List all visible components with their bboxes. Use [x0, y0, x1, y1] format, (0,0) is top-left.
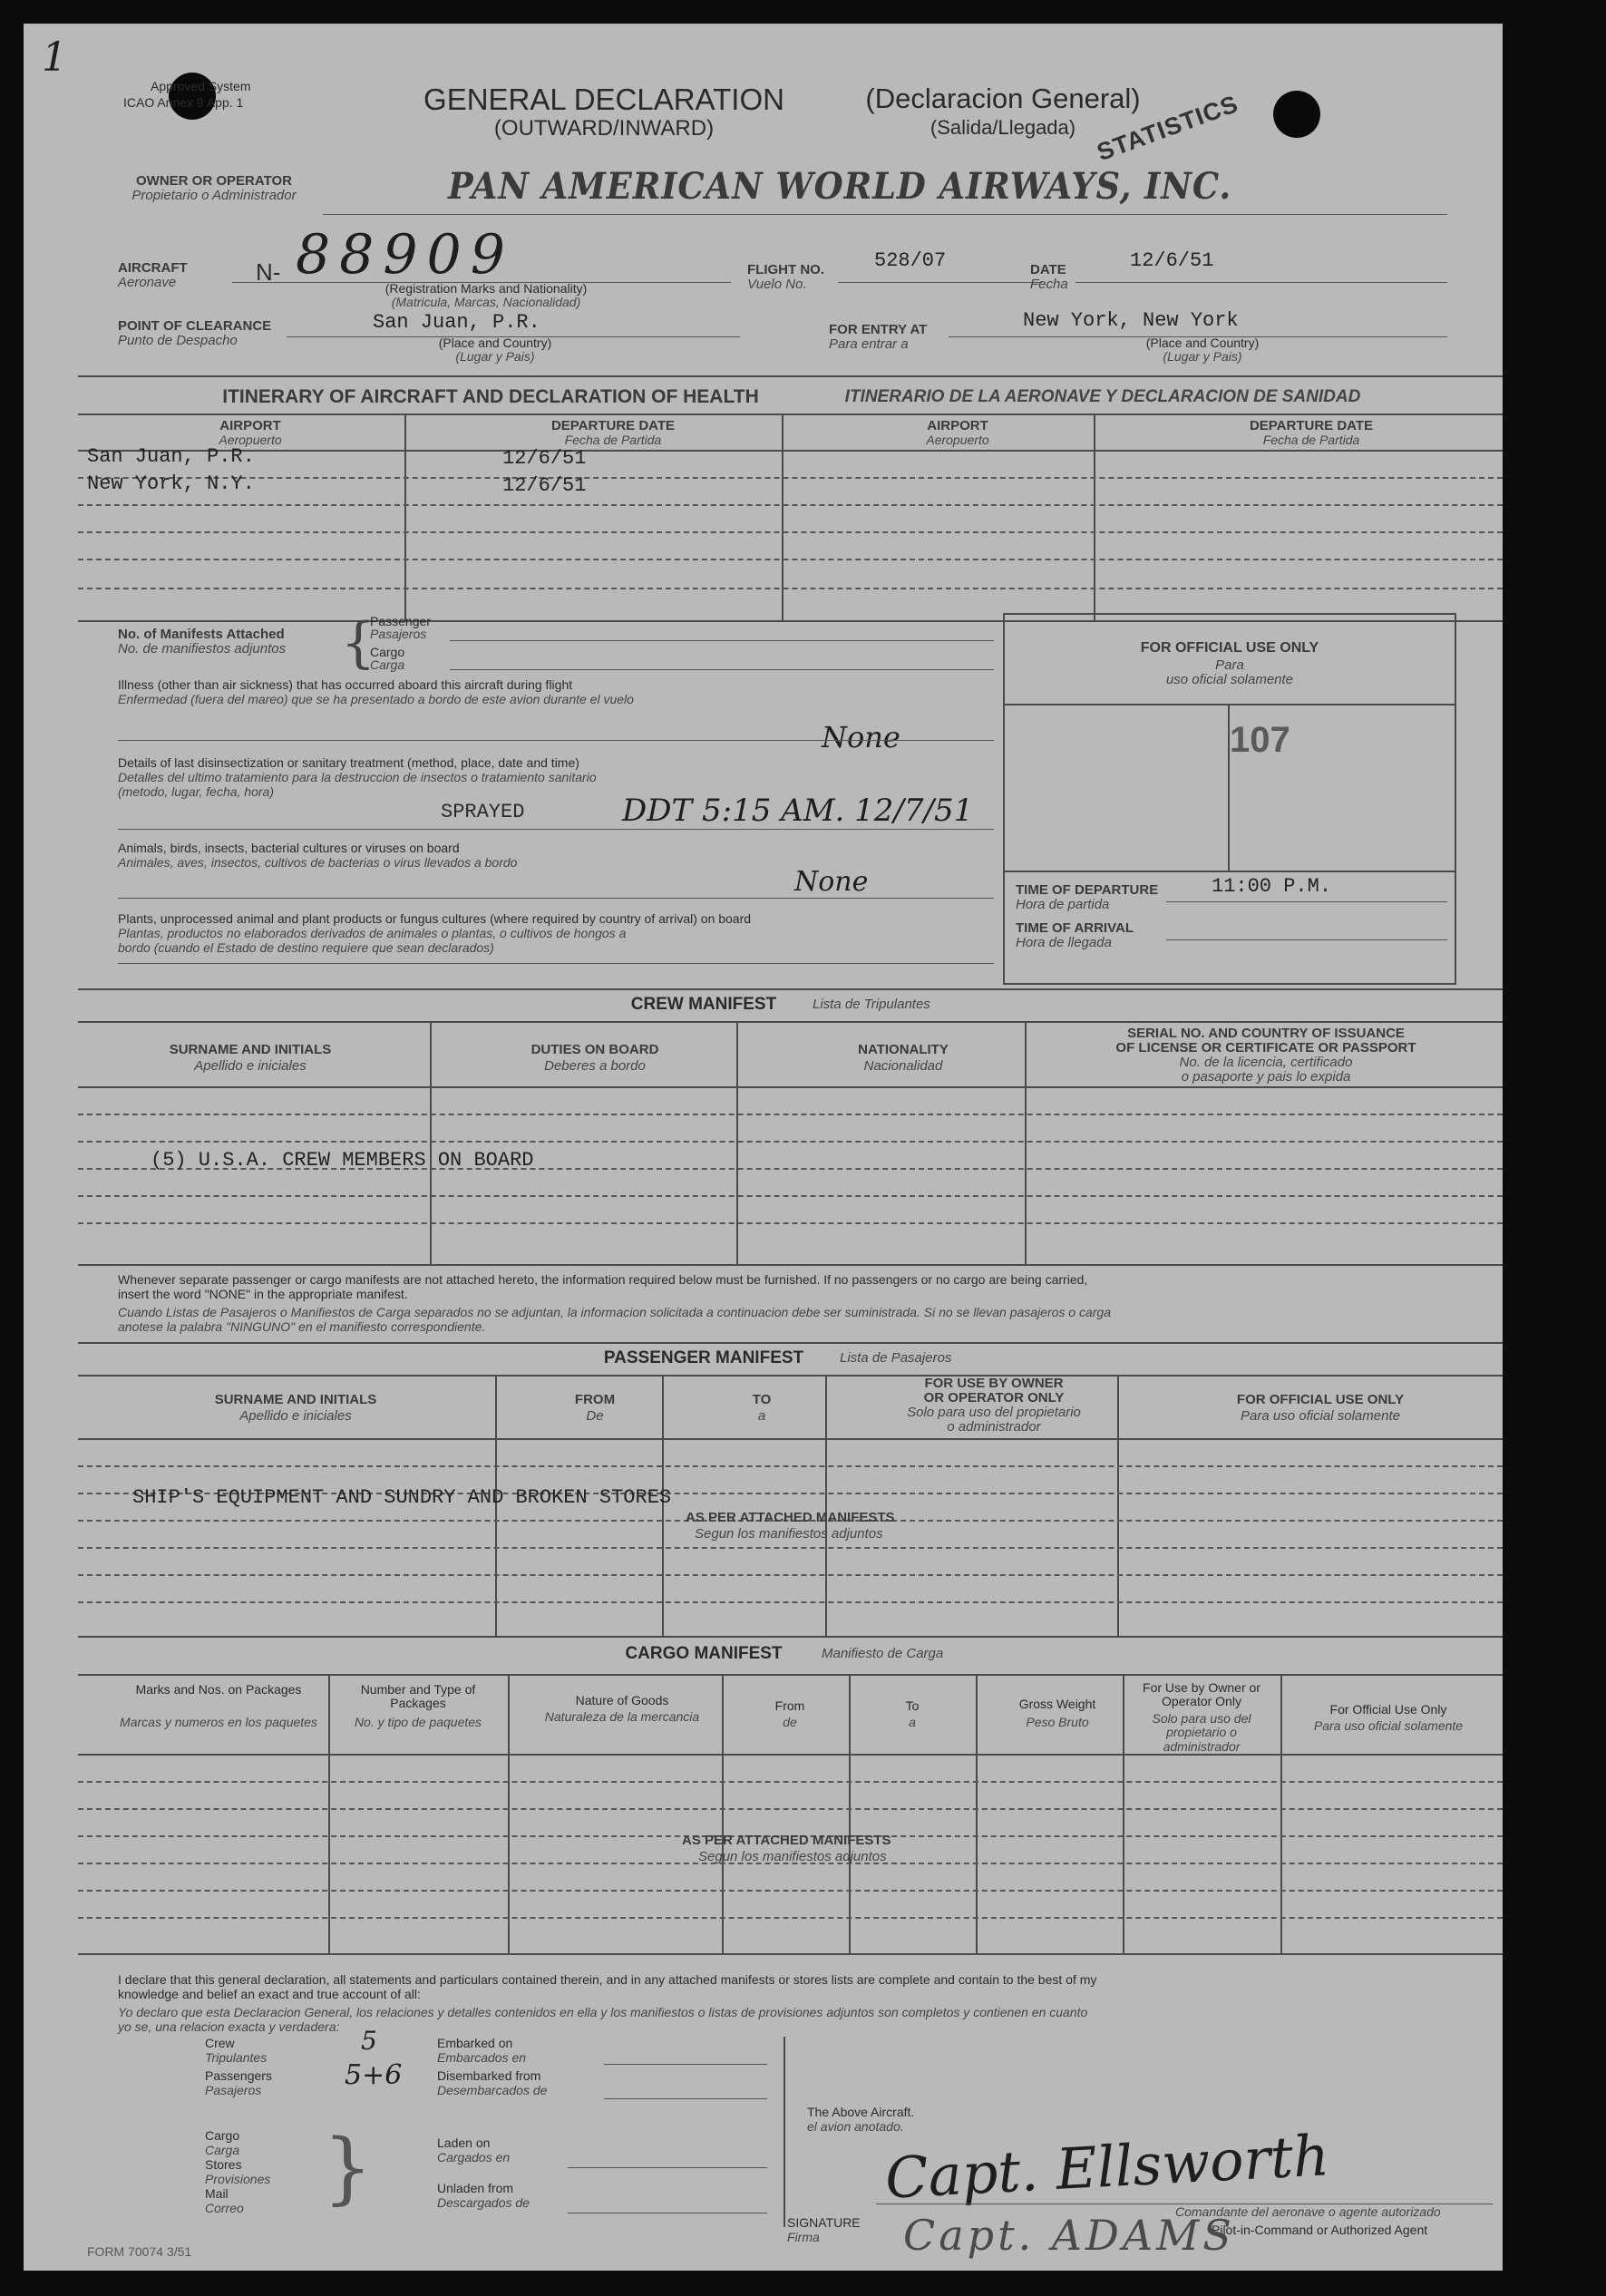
- crew-col-surname-es: Apellido e iniciales: [194, 1058, 307, 1074]
- cargo-col-header-es: Solo para uso del propietario o administrador: [1152, 1711, 1251, 1754]
- statistics-stamp: STATISTICS: [1093, 90, 1242, 167]
- disinsect-prefix: SPRAYED: [441, 801, 525, 823]
- manifest-cargo-es: Carga: [370, 657, 405, 672]
- corner-mark: 1: [42, 34, 67, 81]
- cargo-col-header-es: No. y tipo de paquetes: [354, 1715, 482, 1729]
- printed-name: Capt. ADAMS: [903, 2211, 1235, 2260]
- decl-passengers-label-es: Pasajeros: [205, 2083, 262, 2097]
- official-box-title-es: Para: [1215, 657, 1244, 673]
- signature-label: SIGNATURE: [787, 2215, 861, 2230]
- itinerary-airport: New York, N.Y.: [87, 472, 255, 495]
- approved-system-line: ICAO Annex 9 App. 1: [123, 95, 244, 110]
- aircraft-label: AIRCRAFT: [118, 260, 188, 276]
- itinerary-title: ITINERARY OF AIRCRAFT AND DECLARATION OF HEALTH: [222, 386, 759, 407]
- declaration-es: yo se, una relacion exacta y verdadera:: [118, 2019, 340, 2034]
- decl-laden-es: Cargados en: [437, 2150, 511, 2165]
- registration-note: (Registration Marks and Nationality): [384, 281, 588, 296]
- itinerary-col-departure: DEPARTURE DATE: [550, 418, 676, 433]
- flight-label: FLIGHT NO.: [747, 262, 824, 277]
- cargo-col-header-es: Marcas y numeros en los paquetes: [120, 1715, 317, 1729]
- crew-entry: (5) U.S.A. CREW MEMBERS ON BOARD: [151, 1149, 534, 1172]
- form-title-es-sub: (Salida/Llegada): [930, 116, 1076, 139]
- cargo-col-header-es: a: [909, 1715, 916, 1729]
- cargo-col-header-es: Peso Bruto: [1026, 1715, 1089, 1729]
- manifest-passenger: Passenger: [370, 614, 431, 628]
- decl-embarked: Embarked on: [437, 2036, 513, 2050]
- manifest-cargo: Cargo: [370, 645, 405, 659]
- punch-hole: [1273, 91, 1320, 138]
- passenger-title-es: Lista de Pasajeros: [840, 1350, 952, 1366]
- form-title-sub: (OUTWARD/INWARD): [493, 116, 715, 141]
- passenger-col-owner-es: o administrador: [947, 1419, 1041, 1435]
- registration-note-es: (Matricula, Marcas, Nacionalidad): [391, 295, 581, 309]
- entry-label: FOR ENTRY AT: [829, 322, 928, 337]
- itinerary-date: 12/6/51: [502, 447, 587, 470]
- crew-title-es: Lista de Tripulantes: [813, 997, 930, 1012]
- passenger-col-owner: FOR USE BY OWNER: [924, 1376, 1064, 1391]
- cargo-col-header: For Use by Owner or Operator Only: [1143, 1680, 1260, 1709]
- illness-label: Illness (other than air sickness) that has occurred aboard this aircraft during flight: [118, 677, 573, 692]
- passenger-col-owner: OR OPERATOR ONLY: [923, 1390, 1065, 1406]
- brace: }: [323, 2123, 373, 2213]
- aircraft-registration: 88909: [296, 223, 514, 287]
- disinsect-label: Details of last disinsectization or sanitary treatment (method, place, date and time): [118, 755, 579, 770]
- decl-unladen-es: Descargados de: [437, 2195, 530, 2210]
- decl-passengers-label: Passengers: [205, 2068, 272, 2083]
- passenger-col-official-es: Para uso oficial solamente: [1241, 1408, 1400, 1424]
- itinerary-col-departure-2: DEPARTURE DATE: [1249, 418, 1374, 433]
- cargo-col-header: Number and Type of Packages: [360, 1682, 476, 1711]
- manifests-label-es: No. de manifiestos adjuntos: [118, 641, 287, 657]
- crew-col-serial: SERIAL NO. AND COUNTRY OF ISSUANCE: [1127, 1026, 1405, 1041]
- official-stamp-number: 107: [1230, 720, 1290, 760]
- above-aircraft-es: el avion anotado.: [807, 2119, 904, 2134]
- decl-crew-label-es: Tripulantes: [205, 2050, 268, 2065]
- flight-date: 12/6/51: [1130, 249, 1214, 272]
- clearance-value: San Juan, P.R.: [373, 311, 540, 334]
- aircraft-prefix: N-: [256, 258, 281, 286]
- passenger-attached-es: Segun los manifiestos adjuntos: [695, 1526, 883, 1542]
- clearance-note: (Place and Country): [438, 336, 552, 350]
- flight-label-es: Vuelo No.: [747, 277, 807, 292]
- animals-label-es: Animales, aves, insectos, cultivos de bacterias o virus llevados a bordo: [118, 855, 518, 870]
- cargo-col-header: Nature of Goods: [575, 1693, 669, 1707]
- cargo-attached-es: Segun los manifiestos adjuntos: [698, 1849, 887, 1864]
- passenger-col-official: FOR OFFICIAL USE ONLY: [1236, 1392, 1405, 1407]
- approved-system-line: Approved System: [151, 79, 251, 93]
- disinsect-label-es: (metodo, lugar, fecha, hora): [118, 784, 274, 799]
- crew-col-serial: OF LICENSE OR CERTIFICATE OR PASSPORT: [1115, 1040, 1416, 1056]
- animals-label: Animals, birds, insects, bacterial cultures or viruses on board: [118, 841, 460, 855]
- clearance-label-es: Punto de Despacho: [118, 333, 238, 348]
- official-box-title: FOR OFFICIAL USE ONLY: [1140, 640, 1319, 656]
- date-label: DATE: [1030, 262, 1066, 277]
- crew-col-nationality: NATIONALITY: [858, 1042, 949, 1057]
- signature-label-es: Firma: [787, 2230, 820, 2244]
- illness-label-es: Enfermedad (fuera del mareo) que se ha presentado a bordo de este avion durante el vuelo: [118, 692, 634, 706]
- decl-laden: Laden on: [437, 2135, 491, 2150]
- decl-unladen: Unladen from: [437, 2181, 514, 2195]
- decl-cargo-line: Carga: [205, 2143, 240, 2157]
- disinsect-label-es: Detalles del ultimo tratamiento para la destruccion de insectos o tratamiento sanitario: [118, 770, 597, 784]
- clearance-label: POINT OF CLEARANCE: [118, 318, 272, 334]
- passenger-entry: SHIP'S EQUIPMENT AND SUNDRY AND BROKEN STORES: [132, 1486, 672, 1509]
- decl-cargo-line: Provisiones: [205, 2172, 271, 2186]
- entry-label-es: Para entrar a: [829, 336, 909, 352]
- crew-col-duties-es: Deberes a bordo: [544, 1058, 646, 1074]
- crew-title: CREW MANIFEST: [630, 995, 777, 1014]
- cargo-col-header-es: Para uso oficial solamente: [1313, 1718, 1464, 1733]
- cargo-col-header: Marks and Nos. on Packages: [135, 1682, 302, 1697]
- commander-es: Comandante del aeronave o agente autorizado: [1175, 2204, 1441, 2219]
- crew-col-surname: SURNAME AND INITIALS: [169, 1042, 332, 1057]
- illness-value: None: [822, 720, 900, 754]
- date-label-es: Fecha: [1030, 277, 1068, 292]
- declaration-en: knowledge and belief an exact and true account of all:: [118, 1987, 421, 2001]
- crew-col-nationality-es: Nacionalidad: [863, 1058, 943, 1074]
- decl-embarked-es: Embarcados en: [437, 2050, 527, 2065]
- entry-note-es: (Lugar y Pais): [1163, 349, 1242, 364]
- decl-cargo-line: Stores: [205, 2157, 242, 2172]
- cargo-title: CARGO MANIFEST: [625, 1644, 783, 1663]
- arrival-time-label: TIME OF ARRIVAL: [1016, 920, 1134, 936]
- owner-label: OWNER OR OPERATOR: [136, 173, 292, 189]
- decl-cargo-line: Mail: [205, 2186, 229, 2201]
- plants-label: Plants, unprocessed animal and plant products or fungus cultures (where required by country of arrival) on board: [118, 911, 752, 926]
- itinerary-col-departure-2-es: Fecha de Partida: [1262, 433, 1360, 447]
- passenger-title: PASSENGER MANIFEST: [603, 1348, 804, 1367]
- decl-cargo-line: Correo: [205, 2201, 244, 2215]
- entry-note: (Place and Country): [1145, 336, 1260, 350]
- form-number: FORM 70074 3/51: [87, 2244, 192, 2259]
- aircraft-label-es: Aeronave: [118, 275, 177, 290]
- cargo-col-header: For Official Use Only: [1329, 1702, 1447, 1717]
- passenger-col-from-es: De: [586, 1408, 604, 1424]
- brace: {: [341, 611, 376, 675]
- plants-label-es: bordo (cuando el Estado de destino requiere que sean declarados): [118, 940, 494, 955]
- passenger-attached: AS PER ATTACHED MANIFESTS: [686, 1510, 895, 1525]
- above-aircraft: The Above Aircraft.: [807, 2105, 915, 2119]
- decl-disembarked-es: Desembarcados de: [437, 2083, 548, 2097]
- passenger-col-from: FROM: [574, 1392, 616, 1407]
- passenger-col-to: TO: [752, 1392, 772, 1407]
- declaration-es: Yo declaro que esta Declaracion General, los relaciones y detalles contenidos en ella y los manifiestos o listas de provisiones adjuntos son completos y contienen en cuanto: [118, 2005, 1088, 2019]
- animals-value: None: [794, 866, 869, 898]
- itinerary-col-airport-2: AIRPORT: [927, 418, 988, 433]
- decl-cargo-line: Cargo: [205, 2128, 240, 2143]
- notice-es: anotese la palabra "NINGUNO" en el manifiesto correspondiente.: [118, 1319, 486, 1334]
- cargo-title-es: Manifiesto de Carga: [822, 1646, 944, 1661]
- official-box-title-es: uso oficial solamente: [1165, 672, 1294, 687]
- declaration-en: I declare that this general declaration, all statements and particulars contained therein, and in any attached manifests or stores lists are complete and contain to the best of my: [118, 1972, 1097, 1987]
- passenger-col-surname: SURNAME AND INITIALS: [214, 1392, 377, 1407]
- cargo-col-header-es: de: [783, 1715, 797, 1729]
- decl-crew-label: Crew: [205, 2036, 235, 2050]
- departure-time-label: TIME OF DEPARTURE: [1016, 882, 1159, 898]
- decl-passengers-value: 5+6: [345, 2059, 403, 2091]
- notice-en: Whenever separate passenger or cargo manifests are not attached hereto, the information required below must be furnished. If no passengers or no cargo are being carried,: [118, 1272, 1088, 1287]
- entry-value: New York, New York: [1023, 309, 1239, 332]
- form-title: GENERAL DECLARATION: [423, 83, 784, 116]
- passenger-col-owner-es: Solo para uso del propietario: [907, 1405, 1081, 1420]
- cargo-col-header: To: [905, 1698, 920, 1713]
- form-title-es: (Declaracion General): [865, 83, 1141, 114]
- manifest-passenger-es: Pasajeros: [370, 627, 427, 641]
- manifests-label: No. of Manifests Attached: [118, 627, 285, 642]
- notice-es: Cuando Listas de Pasajeros o Manifiestos de Carga separados no se adjuntan, la informacion solicitada a continuacion debe ser suministrada. Si no se llevan pasajeros o carga: [118, 1305, 1111, 1319]
- general-declaration-form: [24, 24, 1503, 2271]
- cargo-col-header: From: [774, 1698, 805, 1713]
- itinerary-title-es: ITINERARIO DE LA AERONAVE Y DECLARACION DE SANIDAD: [844, 387, 1361, 406]
- cargo-attached: AS PER ATTACHED MANIFESTS: [682, 1833, 891, 1848]
- disinsect-value: DDT 5:15 AM. 12/7/51: [622, 793, 974, 829]
- owner-value: PAN AMERICAN WORLD AIRWAYS, INC.: [448, 165, 1232, 208]
- crew-col-duties: DUTIES ON BOARD: [530, 1042, 659, 1057]
- arrival-time-label-es: Hora de llegada: [1016, 935, 1112, 950]
- itinerary-col-departure-es: Fecha de Partida: [564, 433, 662, 447]
- plants-label-es: Plantas, productos no elaborados derivados de animales o plantas, o cultivos de hongos a: [118, 926, 627, 940]
- departure-time-value: 11:00 P.M.: [1212, 875, 1332, 898]
- passenger-col-to-es: a: [757, 1408, 766, 1424]
- flight-number: 528/07: [874, 249, 947, 272]
- passenger-col-surname-es: Apellido e iniciales: [239, 1408, 352, 1424]
- owner-label-es: Propietario o Administrador: [131, 188, 297, 203]
- itinerary-airport: San Juan, P.R.: [87, 445, 255, 468]
- captain-signature: Capt. Ellsworth: [883, 2122, 1331, 2212]
- itinerary-col-airport-2-es: Aeropuerto: [926, 433, 989, 447]
- crew-col-serial-es: No. de la licencia, certificado: [1179, 1055, 1353, 1070]
- itinerary-col-airport-es: Aeropuerto: [219, 433, 282, 447]
- decl-disembarked: Disembarked from: [437, 2068, 541, 2083]
- notice-en: insert the word "NONE" in the appropriate manifest.: [118, 1287, 408, 1301]
- decl-crew-value: 5: [361, 2026, 377, 2056]
- crew-col-serial-es: o pasaporte y pais lo expida: [1181, 1069, 1351, 1085]
- cargo-col-header: Gross Weight: [1018, 1697, 1096, 1711]
- itinerary-col-airport: AIRPORT: [219, 418, 281, 433]
- departure-time-label-es: Hora de partida: [1016, 897, 1110, 912]
- commander-label: Pilot-in-Command or Authorized Agent: [1212, 2223, 1428, 2237]
- clearance-note-es: (Lugar y Pais): [455, 349, 535, 364]
- cargo-col-header-es: Naturaleza de la mercancia: [544, 1709, 700, 1724]
- itinerary-date: 12/6/51: [502, 474, 587, 497]
